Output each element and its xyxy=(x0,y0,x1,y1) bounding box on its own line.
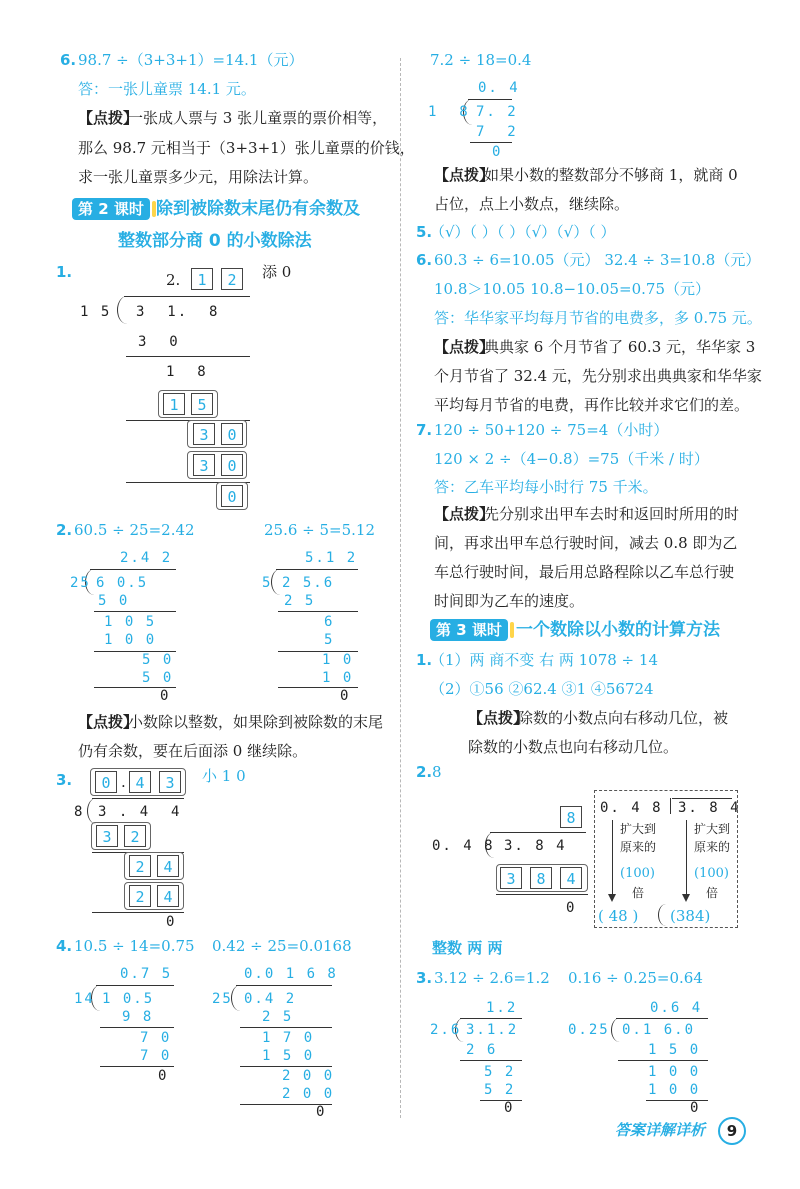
footer-label: 答案详解详析 xyxy=(615,1121,706,1139)
answer-box: 4 xyxy=(560,867,582,889)
division-line xyxy=(126,356,250,357)
result-number: (384) xyxy=(670,907,711,925)
dividend: 0.4 2 xyxy=(244,991,297,1007)
division-bracket xyxy=(87,798,98,824)
annotation-text: 扩大到原来的 xyxy=(693,822,730,854)
step-row: 1 0 5 xyxy=(104,614,157,630)
quotient-box: 1 xyxy=(191,268,213,290)
step-row: 2 6 xyxy=(466,1042,498,1058)
tip-line: 求一张儿童票多少元，用除法计算。 xyxy=(78,168,319,186)
answer-expression: 10.5 ÷ 14=0.75 xyxy=(74,937,195,955)
lesson-badge: 第 3 课时 xyxy=(430,619,508,641)
answer-expression: 60.5 ÷ 25=2.42 xyxy=(74,521,195,539)
tip-line: 除数的小数点也向右移动几位。 xyxy=(468,738,679,756)
divisor: 1 8 xyxy=(428,104,470,120)
quotient: 0.6 4 xyxy=(650,1000,703,1016)
tip-line: 间，再求出甲车总行驶时间，减去 0.8 即为乙 xyxy=(434,534,738,552)
divisor: 1 5 xyxy=(80,304,112,320)
arrow-down-icon xyxy=(612,820,613,900)
result-number: ( 48 ) xyxy=(598,907,639,925)
answer-box: 3 xyxy=(193,454,215,476)
remainder: 1 8 xyxy=(166,364,208,380)
fill-blank-answer: （2）①56 ②62.4 ③1 ④56724 xyxy=(430,680,654,698)
dividend: 2 5.6 xyxy=(282,575,335,591)
answer-box: 4 xyxy=(157,885,179,907)
division-bracket xyxy=(658,904,669,926)
answer-expression: 10.8＞10.05 10.8−10.05=0.75（元） xyxy=(434,280,710,298)
tip-line: 小数除以整数，如果除到被除数的末尾 xyxy=(128,713,384,731)
division-line xyxy=(618,1060,708,1061)
question-number: 6. xyxy=(60,51,77,69)
tip-line: 个月节省了 32.4 元，先分别求出典典家和华华家 xyxy=(434,367,762,385)
divisor: 5 xyxy=(262,575,273,591)
division-bar xyxy=(236,985,332,986)
answer-box: 8 xyxy=(530,867,552,889)
division-bar xyxy=(468,99,512,100)
step-row: 2 5 xyxy=(284,593,316,609)
dividend: 3 1. 8 xyxy=(136,304,220,320)
answer-expression: 7.2 ÷ 18=0.4 xyxy=(430,51,532,69)
fill-blank-answer: 8 xyxy=(432,763,442,781)
step-row: 0 xyxy=(160,688,171,704)
tip-line: 一张成人票与 3 张儿童票的票价相等， xyxy=(128,109,388,127)
question-number: 3. xyxy=(56,771,73,789)
page-number: 9 xyxy=(718,1117,746,1145)
step-row: 5 0 xyxy=(142,670,174,686)
annotation-text: 倍 xyxy=(705,886,718,900)
division-line xyxy=(470,142,512,143)
step-row: 1 0 xyxy=(322,652,354,668)
step-row: 1 0 xyxy=(322,670,354,686)
divisor: 14 xyxy=(74,991,95,1007)
divisor: 0. 4 8 xyxy=(432,838,495,854)
answer-box: 1 xyxy=(163,393,185,415)
step-row: 1 0 0 xyxy=(104,632,157,648)
answer-box: 0 xyxy=(221,485,243,507)
step-row: 1 5 0 xyxy=(648,1042,701,1058)
step-row: 2 0 0 xyxy=(282,1086,335,1102)
step-row: 7 0 xyxy=(140,1048,172,1064)
division-bar xyxy=(276,569,358,570)
section-title: 整数部分商 0 的小数除法 xyxy=(118,231,312,251)
division-line xyxy=(278,611,358,612)
division-bar xyxy=(96,985,174,986)
answer-expression: 25.6 ÷ 5=5.12 xyxy=(264,521,376,539)
answer-expression: 120 ÷ 50+120 ÷ 75=4（小时） xyxy=(434,421,669,439)
answer-sentence: 答：乙车平均每小时行 75 千米。 xyxy=(434,478,658,496)
step-row: 1 5 0 xyxy=(262,1048,315,1064)
tip-line: 仍有余数，要在后面添 0 继续除。 xyxy=(78,742,308,760)
step-row: 5 2 xyxy=(484,1064,516,1080)
division-bar xyxy=(90,569,176,570)
quotient-box: 0 xyxy=(95,771,117,793)
answer-box: 3 xyxy=(500,867,522,889)
divisor: 0.25 xyxy=(568,1022,610,1038)
step-row: 0 xyxy=(504,1100,515,1116)
tip-label: 【点拨】 xyxy=(78,713,139,731)
division-bar xyxy=(124,296,250,297)
tip-line: 如果小数的整数部分不够商 1，就商 0 xyxy=(484,166,738,184)
partial-product: 3 0 xyxy=(138,334,180,350)
fill-blank-answer: （1）两 商不变 右 两 1078 ÷ 14 xyxy=(430,651,658,669)
step-row: 7 0 xyxy=(140,1030,172,1046)
step-row: 1 7 0 xyxy=(262,1030,315,1046)
tip-line: 时间即为乙车的速度。 xyxy=(434,592,585,610)
tip-line: 除数的小数点向右移动几位，被 xyxy=(518,709,729,727)
step-row: 6 xyxy=(324,614,335,630)
division-bar xyxy=(490,832,586,833)
step-row: 0 xyxy=(158,1068,169,1084)
section-title: 除到被除数末尾仍有余数及 xyxy=(156,199,360,219)
answer-expression: 0.16 ÷ 0.25=0.64 xyxy=(568,969,703,987)
dividend: 6 0.5 xyxy=(96,575,149,591)
tip-label: 【点拨】 xyxy=(78,109,139,127)
question-number: 4. xyxy=(56,937,73,955)
question-number: 2. xyxy=(416,763,433,781)
division-bracket xyxy=(670,798,671,814)
annotation-number: (100) xyxy=(694,866,729,881)
step-row: 9 8 xyxy=(122,1009,154,1025)
tip-line: 先分别求出甲车去时和返回时所用的时 xyxy=(484,505,740,523)
answer-box: 4 xyxy=(157,855,179,877)
box-dividend: 3. 8 4 xyxy=(678,800,741,816)
fill-blank-answer: 小 1 0 xyxy=(202,767,246,785)
division-bar xyxy=(460,1018,522,1019)
question-number: 1. xyxy=(56,263,73,281)
question-number: 6. xyxy=(416,251,433,269)
quotient: 0. 4 xyxy=(478,80,520,96)
tip-label: 【点拨】 xyxy=(434,338,495,356)
quotient: 0.7 5 xyxy=(120,966,173,982)
answer-box: 0 xyxy=(221,423,243,445)
note-text: 添 0 xyxy=(262,263,292,281)
annotation-number: (100) xyxy=(620,866,655,881)
division-line xyxy=(480,1100,522,1101)
answer-box: 5 xyxy=(191,393,213,415)
remainder: 0 xyxy=(492,144,503,160)
answer-box: 0 xyxy=(221,454,243,476)
step-row: 5 0 xyxy=(142,652,174,668)
dividend: 3.1.2 xyxy=(466,1022,519,1038)
tip-label: 【点拨】 xyxy=(434,505,495,523)
judgement-answers: （√）（ ）（ ）（√）（√）（ ） xyxy=(430,223,616,241)
step-row: 0 xyxy=(690,1100,701,1116)
answer-box: 2 xyxy=(124,825,146,847)
division-bar xyxy=(672,798,732,799)
step-row: 5 2 xyxy=(484,1082,516,1098)
remainder: 0 xyxy=(166,914,177,930)
quotient-box: 2 xyxy=(221,268,243,290)
answer-expression: 120 × 2 ÷（4−0.8）=75（千米 / 时） xyxy=(434,450,709,468)
answer-expression: 60.3 ÷ 6=10.05（元） 32.4 ÷ 3=10.8（元） xyxy=(434,251,761,269)
step-row: 2 5 xyxy=(262,1009,294,1025)
division-line xyxy=(460,1060,522,1061)
step-row: 1 0 0 xyxy=(648,1064,701,1080)
tip-label: 【点拨】 xyxy=(434,166,495,184)
dividend: 0.1 6.0 xyxy=(622,1022,696,1038)
tip-line: 那么 98.7 元相当于（3+3+1）张儿童票的价钱， xyxy=(78,139,415,157)
box-divisor: 0. 4 8 xyxy=(600,800,663,816)
answer-expression: 3.12 ÷ 2.6=1.2 xyxy=(434,969,550,987)
division-bracket xyxy=(611,1018,622,1042)
quotient: 0.0 1 6 8 xyxy=(244,966,338,982)
question-number: 3. xyxy=(416,969,433,987)
division-bar xyxy=(616,1018,708,1019)
step-row: 2 0 0 xyxy=(282,1068,335,1084)
dividend: 7. 2 xyxy=(476,104,518,120)
quotient: 5.1 2 xyxy=(305,550,358,566)
answer-sentence: 答：华华家平均每月节省的电费多，多 0.75 元。 xyxy=(434,309,762,327)
step-row: 0 xyxy=(340,688,351,704)
tip-line: 平均每月节省的电费，再作比较并求它们的差。 xyxy=(434,396,750,414)
quotient-box: 3 xyxy=(159,771,181,793)
dividend: 1 0.5 xyxy=(102,991,155,1007)
divisor: 2.6 xyxy=(430,1022,462,1038)
question-number: 1. xyxy=(416,651,433,669)
answer-box: 3 xyxy=(96,825,118,847)
answer-box: 3 xyxy=(193,423,215,445)
dividend: 3. 8 4 xyxy=(504,838,567,854)
quotient: 2.4 2 xyxy=(120,550,173,566)
right-column xyxy=(400,0,800,1189)
tip-line: 车总行驶时间，最后用总路程除以乙车总行驶 xyxy=(434,563,735,581)
step-row: 5 0 xyxy=(98,593,130,609)
answer-expression: 0.42 ÷ 25=0.0168 xyxy=(212,937,352,955)
step-row: 0 xyxy=(316,1104,327,1120)
step-row: 5 xyxy=(324,632,335,648)
partial-product: 7 2 xyxy=(476,124,518,140)
annotation-text: 扩大到原来的 xyxy=(619,822,656,854)
divisor: 8 xyxy=(74,804,85,820)
dividend: 3 . 4 4 xyxy=(98,804,182,820)
answer-box: 2 xyxy=(129,885,151,907)
step-row: 1 0 0 xyxy=(648,1082,701,1098)
lesson-badge: 第 2 课时 xyxy=(72,198,150,220)
fill-blank-answer: 整数 两 两 xyxy=(432,939,503,957)
tip-line: 典典家 6 个月节省了 60.3 元，华华家 3 xyxy=(484,338,756,356)
arrow-down-icon xyxy=(686,820,687,900)
division-bracket xyxy=(271,569,282,595)
division-line xyxy=(496,894,588,895)
question-number: 5. xyxy=(416,223,433,241)
quotient-box: 8 xyxy=(560,806,582,828)
decimal-point: . xyxy=(121,773,126,791)
answer-expression: 98.7 ÷（3+3+1）=14.1（元） xyxy=(78,51,304,69)
answer-sentence: 答：一张儿童票 14.1 元。 xyxy=(78,80,256,98)
tip-line: 占位，点上小数点，继续除。 xyxy=(434,195,630,213)
question-number: 7. xyxy=(416,421,433,439)
annotation-text: 倍 xyxy=(631,886,644,900)
tip-label: 【点拨】 xyxy=(468,709,529,727)
question-number: 2. xyxy=(56,521,73,539)
division-bar xyxy=(92,798,184,799)
section-title: 一个数除以小数的计算方法 xyxy=(516,620,720,640)
quotient: 1.2 xyxy=(486,1000,518,1016)
division-bracket xyxy=(117,296,128,324)
answer-box: 2 xyxy=(129,855,151,877)
divisor: 25 xyxy=(212,991,233,1007)
remainder: 0 xyxy=(566,900,577,916)
quotient-box: 4 xyxy=(129,771,151,793)
divisor: 25 xyxy=(70,575,91,591)
quotient-digit: 2. xyxy=(166,271,181,289)
